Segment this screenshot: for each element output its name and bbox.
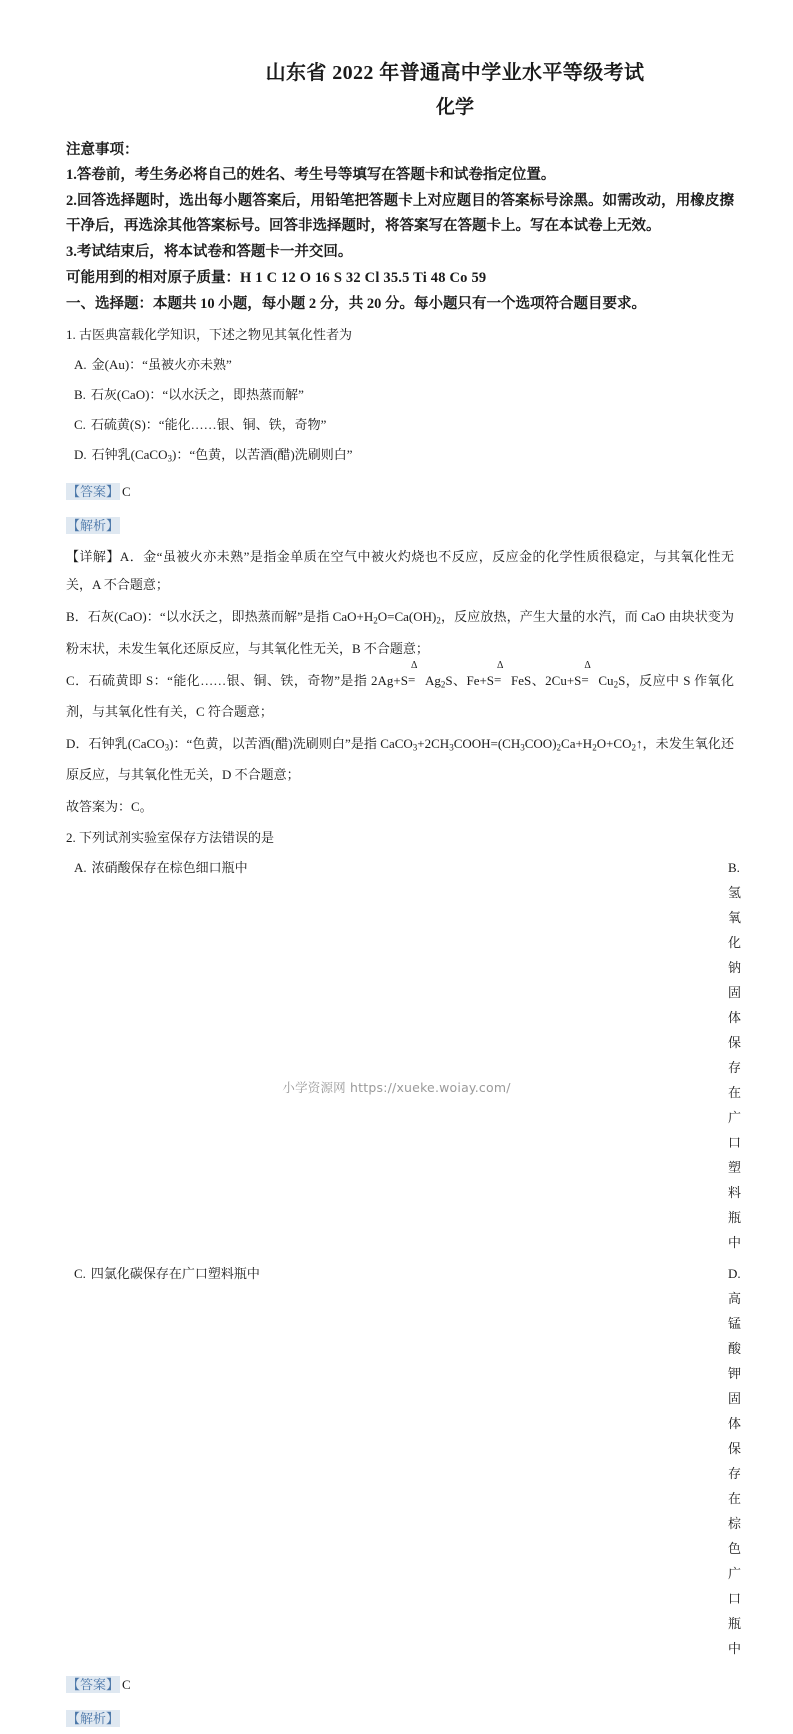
analysis-tag: 【解析】: [67, 518, 120, 534]
question-1-detail-d: [66, 730, 734, 789]
answer-tag: 【答案】: [67, 484, 120, 500]
atomic-mass-values: H 1 C 12 O 16 S 32 Cl 35.5 Ti 48 Co 59: [240, 270, 487, 286]
notice-item-3: 3.考试结束后，将本试卷和答题卡一并交回。: [66, 243, 353, 260]
detail-a-text: A．金“虽被火亦未熟”是指金单质在空气中被火灼烧也不反应，反应金的化学性质很稳定，与其氧化性无关，A 不合题意；: [66, 549, 734, 593]
option-c-text: 石硫黄(S)：“能化……银、铜、铁，奇物”: [90, 417, 327, 432]
conclusion-text: 故答案为：C。: [66, 799, 153, 814]
notice-heading: 注意事项：: [66, 142, 139, 158]
option-b-text: 氢氧化钠固体保存在广口塑料瓶中: [728, 885, 742, 1250]
option-a-label: A.: [74, 860, 87, 875]
option-b-label: B.: [74, 387, 86, 402]
question-1-detail-c: [66, 659, 735, 726]
section-heading: 一、选择题：本题共 10 小题，每小题 2 分，共 20 分。每小题只有一个选项符合题目要求。: [66, 296, 646, 312]
option-c-label: C.: [74, 417, 86, 432]
option-a-text: 浓硝酸保存在棕色细口瓶中: [91, 860, 248, 875]
question-2-option-c[interactable]: [66, 1261, 400, 1661]
question-1-detail-a: [66, 543, 734, 599]
question-1-option-b[interactable]: [66, 382, 734, 407]
question-1: [66, 322, 734, 821]
question-2-stem-text: 下列试剂实验室保存方法错误的是: [79, 830, 275, 845]
option-c-label: C.: [74, 1266, 86, 1281]
detail-b-text: B．石灰(CaO)：“以水沃之，即热蒸而解”是指 $CaO+H_2O=Ca(OH)_2$，反应放热，产生大量的水汽，而 CaO 由块状变为粉末状，未发生氧化还原反应，与其氧化性无关，B 不合题意；: [66, 609, 734, 656]
detail-d-text: D．石钟乳(CaCO$_3$)：“色黄，以苦酒(醋)洗刷则白”是指 $CaCO_3+2CH_3COOH=(CH_3COO)_2Ca+H_2O+CO_2↑$，未发生氧化还原反应，与其氧化性无关，D 不合题意；: [66, 735, 734, 782]
option-a-label: A.: [74, 357, 87, 372]
answer-tag: 【答案】: [67, 1677, 120, 1692]
atomic-mass-line: [66, 265, 734, 291]
option-d-text: 石钟乳(CaCO$_3$)：“色黄，以苦酒(醋)洗刷则白”: [91, 447, 353, 464]
question-1-conclusion: [66, 793, 734, 821]
question-2-option-d[interactable]: [400, 1261, 742, 1661]
page-subtitle: 化学: [435, 97, 474, 118]
detail-tag: 【详解】: [66, 549, 120, 565]
question-1-analysis-line: [66, 513, 734, 539]
question-2-options: [66, 852, 742, 1664]
notice-item-1: 1.答卷前，考生务必将自己的姓名、考生号等填写在答题卡和试卷指定位置。: [66, 167, 556, 183]
question-1-answer-value: C: [122, 484, 131, 500]
option-a-text: 金(Au)：“虽被火亦未熟”: [91, 357, 232, 372]
heat-reaction-icon: = Δ: [581, 659, 591, 687]
heat-reaction-icon: = Δ: [407, 659, 418, 687]
question-1-answer-line: [66, 479, 734, 505]
option-b-text: 石灰(CaO)：“以水沃之，即热蒸而解”: [90, 387, 304, 402]
question-2-option-a[interactable]: [66, 855, 400, 1255]
title-block: [66, 58, 734, 122]
page-title: 山东省 2022 年普通高中学业水平等级考试: [265, 62, 645, 84]
notice-block: [66, 138, 734, 291]
option-c-text: 四氯化碳保存在广口塑料瓶中: [90, 1266, 260, 1281]
watermark: 小学资源网 https://xueke.woiay.com/: [282, 1080, 511, 1095]
question-2-number: 2.: [66, 830, 76, 845]
analysis-tag: 【解析】: [67, 1711, 120, 1726]
option-d-label: D.: [728, 1266, 741, 1281]
atomic-mass-label: 可能用到的相对原子质量：: [66, 270, 240, 286]
question-2-analysis-line: [66, 1706, 734, 1732]
question-1-option-a[interactable]: [66, 352, 734, 377]
heat-reaction-icon: = Δ: [494, 659, 504, 687]
question-1-stem-text: 古医典富载化学知识，下述之物见其氧化性者为: [79, 327, 353, 342]
question-1-stem: [66, 322, 734, 347]
detail-c-text: C．石硫黄即 S：“能化……银、铜、铁，奇物”是指 2Ag+S = Δ $Ag_2S$、Fe+S = Δ FeS、2Cu+S = Δ $Cu_2S$，反应中 S 作氧化剂，与其氧化性有关，C 符合题意；: [66, 659, 735, 719]
option-d-label: D.: [74, 447, 87, 462]
question-1-option-c[interactable]: [66, 412, 734, 437]
question-1-option-d[interactable]: [66, 442, 734, 471]
question-1-detail-b: [66, 603, 734, 662]
question-2-answer-value: C: [122, 1677, 131, 1692]
question-2-answer-line: [66, 1672, 734, 1698]
question-1-number: 1.: [66, 327, 76, 342]
notice-item-2: 2.回答选择题时，选出每小题答案后，用铅笔把答题卡上对应题目的答案标号涂黑。如需改动，用橡皮擦干净后，再选涂其他答案标号。回答非选择题时，将答案写在答题卡上。写在本试卷上无效。: [66, 192, 734, 234]
question-2-option-b[interactable]: [400, 855, 742, 1255]
option-b-label: B.: [728, 860, 740, 875]
question-2: [66, 825, 742, 1732]
question-2-stem: [66, 825, 734, 850]
option-d-text: 高锰酸钾固体保存在棕色广口瓶中: [728, 1291, 742, 1656]
page-content: [66, 58, 742, 1734]
